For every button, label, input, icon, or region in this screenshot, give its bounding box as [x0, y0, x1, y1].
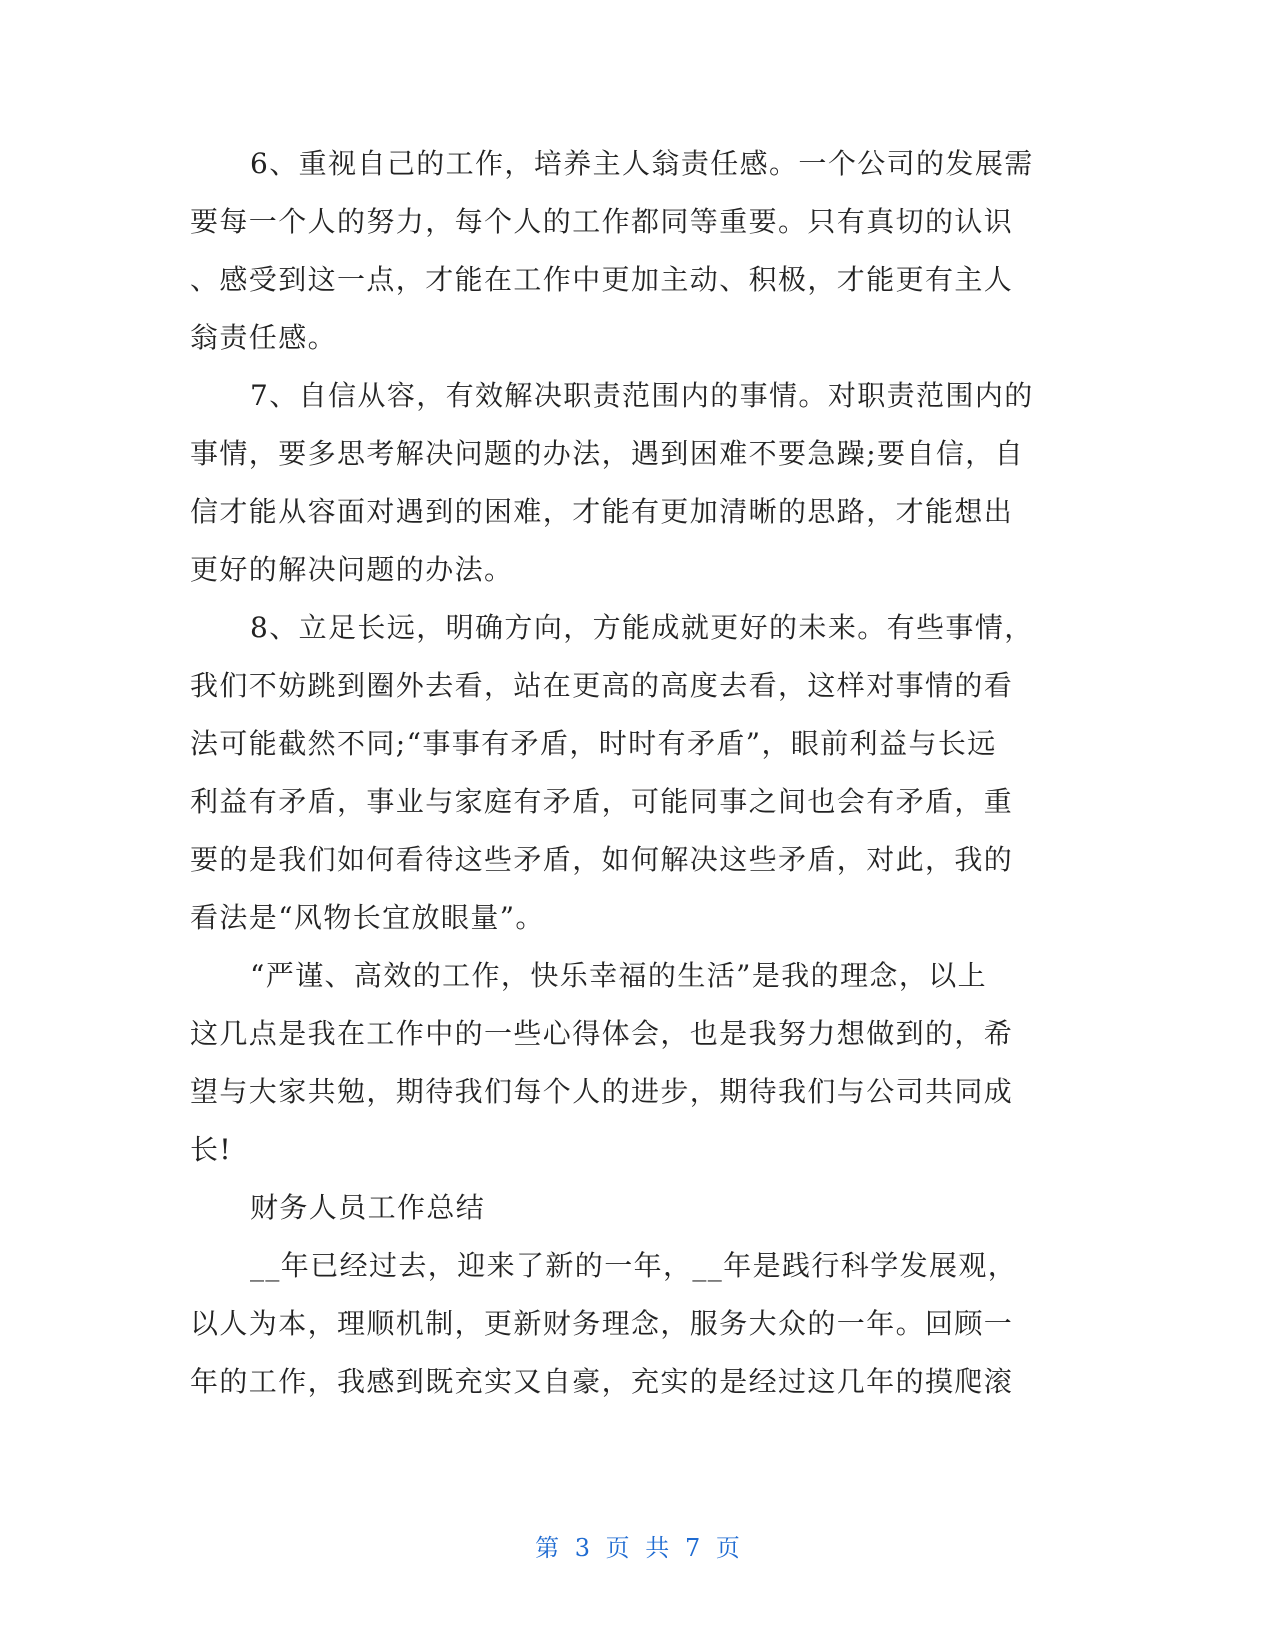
text-line: 7、自信从容，有效解决职责范围内的事情。对职责范围内的 [250, 379, 1034, 412]
text-line: 翁责任感。 [190, 321, 338, 354]
section-heading: 财务人员工作总结 [250, 1191, 486, 1224]
text-line: 长! [190, 1133, 233, 1166]
text-line: 要的是我们如何看待这些矛盾，如何解决这些矛盾，对此，我的 [190, 843, 1014, 876]
text-line: 6、重视自己的工作，培养主人翁责任感。一个公司的发展需 [250, 147, 1034, 180]
text-line: 我们不妨跳到圈外去看，站在更高的高度去看，这样对事情的看 [190, 669, 1014, 702]
text-line: 利益有矛盾，事业与家庭有矛盾，可能同事之间也会有矛盾，重 [190, 785, 1014, 818]
text-line: 要每一个人的努力，每个人的工作都同等重要。只有真切的认识 [190, 205, 1014, 238]
text-line: 8、立足长远，明确方向，方能成就更好的未来。有些事情， [250, 611, 1034, 644]
text-line: 信才能从容面对遇到的困难，才能有更加清晰的思路，才能想出 [190, 495, 1014, 528]
text-line: 更好的解决问题的办法。 [190, 553, 514, 586]
page-number-footer: 第 3 页 共 7 页 [535, 1534, 740, 1562]
text-line: 事情，要多思考解决问题的办法，遇到困难不要急躁;要自信，自 [190, 437, 1025, 470]
text-line: “严谨、高效的工作，快乐幸福的生活”是我的理念，以上 [250, 959, 988, 992]
text-line: 看法是“风物长宜放眼量”。 [190, 901, 545, 934]
text-line: 、感受到这一点，才能在工作中更加主动、积极，才能更有主人 [190, 263, 1014, 296]
text-line: 以人为本，理顺机制，更新财务理念，服务大众的一年。回顾一 [190, 1307, 1014, 1340]
text-line: 法可能截然不同;“事事有矛盾，时时有矛盾”，眼前利益与长远 [190, 727, 997, 760]
text-line: 这几点是我在工作中的一些心得体会，也是我努力想做到的，希 [190, 1017, 1014, 1050]
text-line: __年已经过去，迎来了新的一年，__年是践行科学发展观， [250, 1249, 1018, 1282]
text-line: 望与大家共勉，期待我们每个人的进步，期待我们与公司共同成 [190, 1075, 1014, 1108]
text-line: 年的工作，我感到既充实又自豪，充实的是经过这几年的摸爬滚 [190, 1365, 1014, 1398]
